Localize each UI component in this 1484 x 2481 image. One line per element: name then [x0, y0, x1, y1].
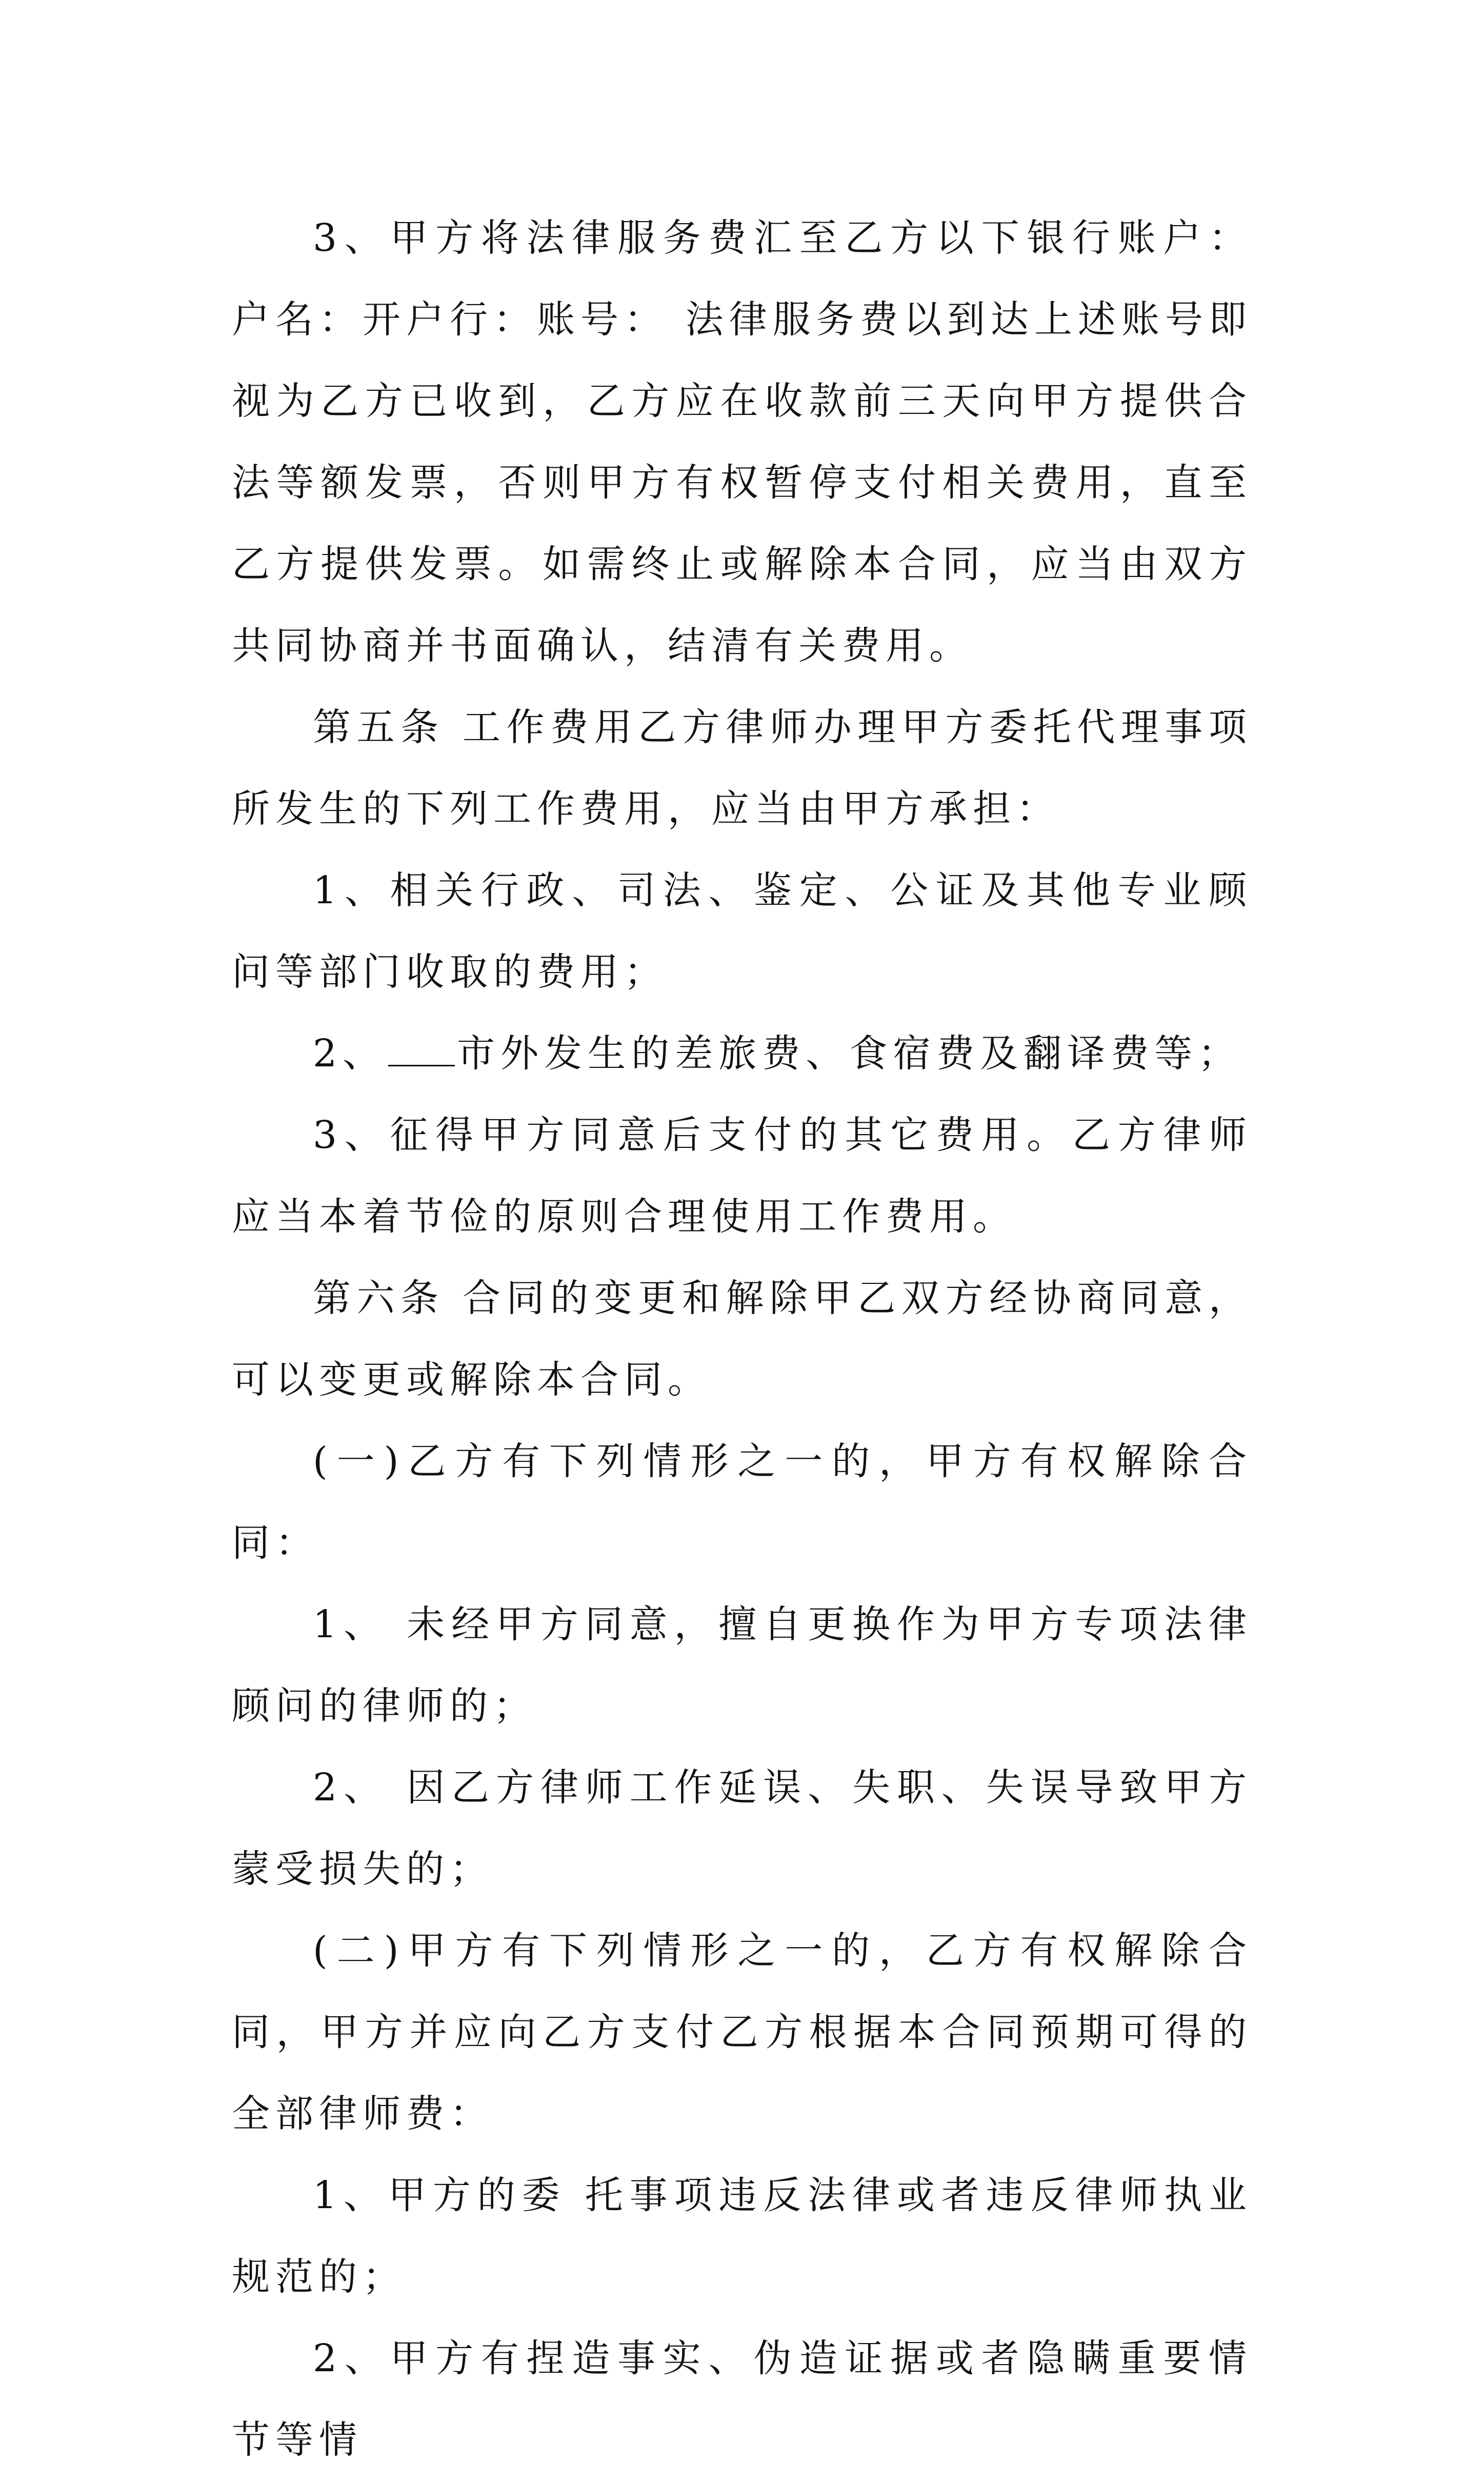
expense-item-2-text: 市外发生的差旅费、食宿费及翻译费等； — [457, 1031, 1242, 1076]
paragraph-fee-payment: 3、甲方将法律服务费汇至乙方以下银行账户：户名：开户行：账号： 法律服务费以到达上述账号即视为乙方已收到，乙方应在收款前三天向甲方提供合法等额发票，否则甲方有权暂停支付相关费用，直至乙方提供发票。如需终止或解除本合同，应当由双方共同协商并书面确认，结清有关费用。 — [232, 216, 1252, 668]
paragraph-article-6: 第六条 合同的变更和解除甲乙双方经协商同意，可以变更或解除本合同。 — [232, 1276, 1252, 1402]
paragraph-clause-1-item-2: 2、 因乙方律师工作延误、失职、失误导致甲方蒙受损失的； — [232, 1765, 1252, 1891]
paragraph-clause-2-heading: (二)甲方有下列情形之一的，乙方有权解除合同，甲方并应向乙方支付乙方根据本合同预期可得的全部律师费： — [232, 1929, 1252, 2136]
paragraph-clause-1-heading: (一)乙方有下列情形之一的，甲方有权解除合同： — [232, 1439, 1252, 1565]
paragraph-expense-item-3: 3、征得甲方同意后支付的其它费用。乙方律师应当本着节俭的原则合理使用工作费用。 — [232, 1113, 1252, 1239]
paragraph-clause-1-item-1: 1、 未经甲方同意，擅自更换作为甲方专项法律顾问的律师的； — [232, 1602, 1252, 1728]
blank-underline — [388, 1038, 455, 1066]
paragraph-clause-2-item-2: 2、甲方有捏造事实、伪造证据或者隐瞒重要情节等情 — [232, 2336, 1252, 2462]
document-body — [232, 197, 1252, 2481]
paragraph-expense-item-1: 1、相关行政、司法、鉴定、公证及其他专业顾问等部门收取的费用； — [232, 868, 1252, 994]
paragraph-expense-item-2 — [232, 1013, 1252, 1095]
paragraph-article-5: 第五条 工作费用乙方律师办理甲方委托代理事项所发生的下列工作费用，应当由甲方承担： — [232, 705, 1252, 831]
paragraph-clause-2-item-1: 1、甲方的委 托事项违反法律或者违反律师执业规范的； — [232, 2173, 1252, 2299]
expense-item-2-prefix: 2、 — [313, 1031, 387, 1076]
